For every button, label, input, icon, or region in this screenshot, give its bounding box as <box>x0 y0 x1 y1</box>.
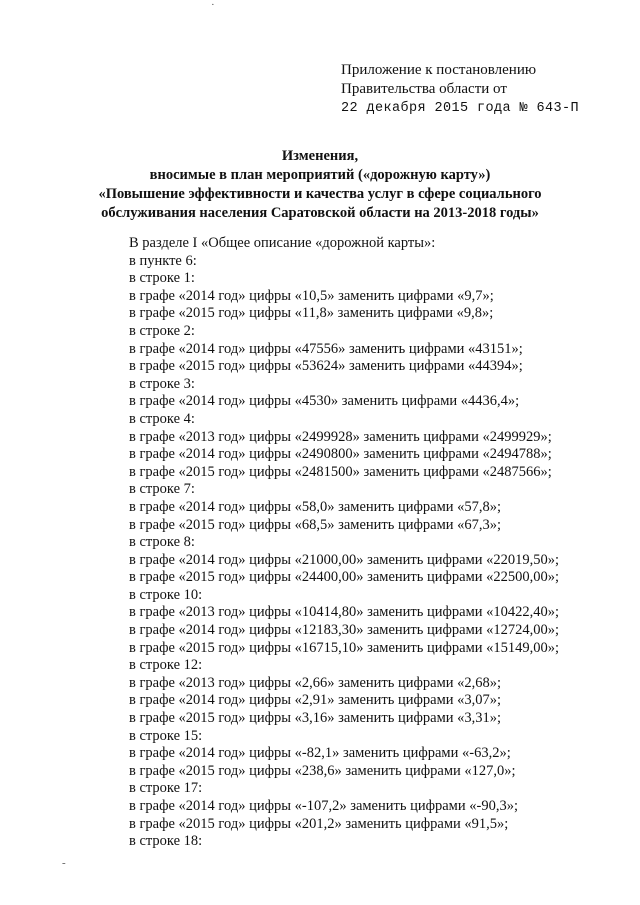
body-line: в графе «2014 год» цифры «12183,30» заменить цифрами «12724,00»; <box>129 622 560 639</box>
body-line: в строке 4: <box>129 410 195 427</box>
body-line: в строке 7: <box>129 481 195 498</box>
appendix-date-number: 22 декабря 2015 года № 643-П <box>341 101 580 116</box>
body-line: в графе «2014 год» цифры «4530» заменить цифрами «4436,4»; <box>129 393 520 410</box>
body-line: в графе «2015 год» цифры «68,5» заменить цифрами «67,3»; <box>129 516 502 533</box>
body-line: в графе «2014 год» цифры «-82,1» заменить цифрами «-63,2»; <box>129 745 511 762</box>
body-line: в строке 15: <box>129 727 203 744</box>
body-line: в строке 12: <box>129 657 203 674</box>
body-line: в графе «2015 год» цифры «201,2» заменить цифрами «91,5»; <box>129 815 509 832</box>
body-line: в графе «2014 год» цифры «58,0» заменить цифрами «57,8»; <box>129 498 502 515</box>
body-line: в графе «2015 год» цифры «3,16» заменить цифрами «3,31»; <box>129 710 502 727</box>
body-line: в графе «2015 год» цифры «11,8» заменить цифрами «9,8»; <box>129 305 494 322</box>
body-line: в строке 2: <box>129 322 195 339</box>
body-line: в пункте 6: <box>129 252 197 269</box>
body-line: в строке 17: <box>129 780 203 797</box>
body-line: в графе «2014 год» цифры «10,5» заменить цифрами «9,7»; <box>129 287 494 304</box>
body-line: в графе «2015 год» цифры «53624» заменить цифрами «44394»; <box>129 358 523 375</box>
body-line: в строке 3: <box>129 375 195 392</box>
scan-mark-bottom: - <box>62 857 66 869</box>
document-title <box>60 147 580 223</box>
body-line: в графе «2015 год» цифры «24400,00» заменить цифрами «22500,00»; <box>129 569 560 586</box>
scan-mark-top: · <box>211 0 215 11</box>
body-line: в строке 18: <box>129 833 203 850</box>
appendix-header <box>341 61 579 118</box>
body-line: в графе «2014 год» цифры «21000,00» заменить цифрами «22019,50»; <box>129 551 560 568</box>
title-line-2: вносимые в план мероприятий («дорожную карту») <box>149 167 491 183</box>
body-line: в графе «2013 год» цифры «10414,80» заменить цифрами «10422,40»; <box>129 604 560 621</box>
body-line: в строке 10: <box>129 586 203 603</box>
title-line-4: обслуживания населения Саратовской области на 2013-2018 годы» <box>101 205 539 221</box>
body-line: в графе «2013 год» цифры «2,66» заменить цифрами «2,68»; <box>129 674 502 691</box>
body-line: в графе «2014 год» цифры «2490800» заменить цифрами «2494788»; <box>129 446 552 463</box>
body-line: в строке 1: <box>129 270 195 287</box>
body-line: в графе «2014 год» цифры «2,91» заменить цифрами «3,07»; <box>129 692 502 709</box>
body-line: В разделе I «Общее описание «дорожной карты»: <box>129 235 436 251</box>
body-line: в графе «2014 год» цифры «-107,2» заменить цифрами «-90,3»; <box>129 798 518 814</box>
body-line: в графе «2015 год» цифры «2481500» заменить цифрами «2487566»; <box>129 463 552 480</box>
document-body <box>129 235 609 851</box>
appendix-line-1: Приложение к постановлению <box>341 62 537 78</box>
body-line: в графе «2014 год» цифры «47556» заменить цифрами «43151»; <box>129 340 523 357</box>
title-line-1: Изменения, <box>281 148 359 164</box>
body-line: в графе «2015 год» цифры «238,6» заменить цифрами «127,0»; <box>129 762 516 779</box>
title-line-3: «Повышение эффективности и качества услуг в сфере социального <box>98 186 542 202</box>
body-line: в графе «2013 год» цифры «2499928» заменить цифрами «2499929»; <box>129 428 552 445</box>
body-line: в строке 8: <box>129 534 195 551</box>
body-line: в графе «2015 год» цифры «16715,10» заменить цифрами «15149,00»; <box>129 639 560 656</box>
appendix-line-2: Правительства области от <box>341 81 507 97</box>
